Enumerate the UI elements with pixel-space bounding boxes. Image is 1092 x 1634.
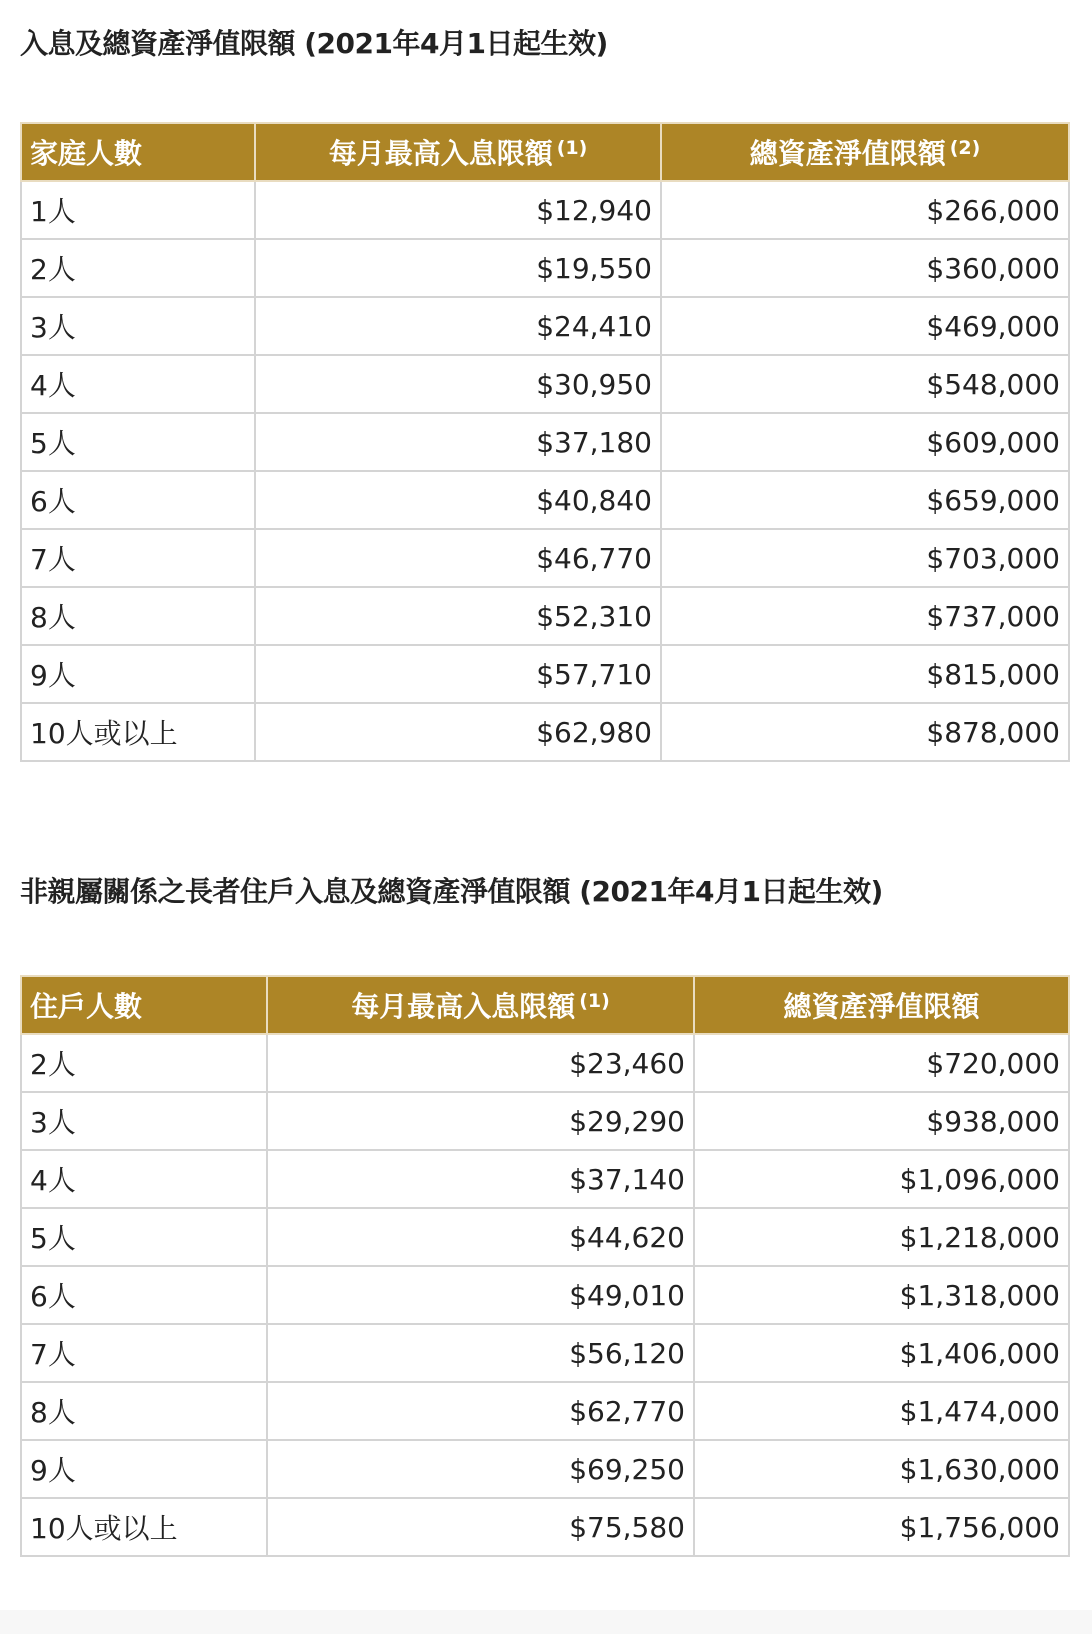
cell-net-asset-limit: $737,000	[661, 587, 1069, 645]
cell-household-size: 3人	[21, 297, 255, 355]
table-row	[21, 1034, 1069, 1092]
table-header-row	[21, 123, 1069, 181]
cell-household-size: 9人	[21, 1440, 267, 1498]
column-header-monthly-income-limit: 每月最高入息限額 $^{(1)}$	[255, 123, 661, 181]
table-row	[21, 645, 1069, 703]
page-bottom-edge	[0, 1610, 1092, 1634]
cell-household-size: 7人	[21, 1324, 267, 1382]
footnote-marker: (1)	[579, 990, 610, 1012]
table-row	[21, 703, 1069, 761]
cell-net-asset-limit: $1,756,000	[694, 1498, 1069, 1556]
table-row	[21, 355, 1069, 413]
cell-monthly-income-limit: $52,310	[255, 587, 661, 645]
cell-household-size: 8人	[21, 587, 255, 645]
cell-net-asset-limit: $938,000	[694, 1092, 1069, 1150]
cell-monthly-income-limit: $37,180	[255, 413, 661, 471]
column-header-net-asset-limit: 總資產淨值限額	[694, 976, 1069, 1034]
cell-household-size: 8人	[21, 1382, 267, 1440]
cell-household-size: 2人	[21, 239, 255, 297]
cell-net-asset-limit: $1,096,000	[694, 1150, 1069, 1208]
cell-monthly-income-limit: $40,840	[255, 471, 661, 529]
cell-household-size: 6人	[21, 1266, 267, 1324]
cell-household-size: 5人	[21, 413, 255, 471]
household-limits-table	[20, 122, 1070, 762]
cell-household-size: 9人	[21, 645, 255, 703]
cell-monthly-income-limit: $57,710	[255, 645, 661, 703]
cell-net-asset-limit: $1,474,000	[694, 1382, 1069, 1440]
table-row	[21, 1092, 1069, 1150]
table-row	[21, 1150, 1069, 1208]
cell-household-size: 4人	[21, 1150, 267, 1208]
column-header-net-asset-limit: 總資產淨值限額 $^{(2)}$	[661, 123, 1069, 181]
cell-monthly-income-limit: $62,770	[267, 1382, 694, 1440]
table-row	[21, 587, 1069, 645]
cell-household-size: 1人	[21, 181, 255, 239]
cell-household-size: 4人	[21, 355, 255, 413]
cell-monthly-income-limit: $75,580	[267, 1498, 694, 1556]
cell-household-size: 2人	[21, 1034, 267, 1092]
cell-household-size: 3人	[21, 1092, 267, 1150]
footnote-marker: (1)	[556, 137, 588, 159]
cell-monthly-income-limit: $44,620	[267, 1208, 694, 1266]
cell-monthly-income-limit: $24,410	[255, 297, 661, 355]
cell-monthly-income-limit: $62,980	[255, 703, 661, 761]
table-row	[21, 297, 1069, 355]
column-header-monthly-income-limit: 每月最高入息限額 $^{(1)}$	[267, 976, 694, 1034]
cell-net-asset-limit: $720,000	[694, 1034, 1069, 1092]
section-title-elderly-household-limits: 非親屬關係之長者住戶入息及總資產淨值限額 (2021年4月1日起生效)	[20, 875, 883, 908]
cell-monthly-income-limit: $12,940	[255, 181, 661, 239]
cell-net-asset-limit: $609,000	[661, 413, 1069, 471]
cell-net-asset-limit: $659,000	[661, 471, 1069, 529]
table-row	[21, 529, 1069, 587]
table-row	[21, 1324, 1069, 1382]
table-header-row	[21, 976, 1069, 1034]
column-header-household-size: 家庭人數	[21, 123, 255, 181]
cell-net-asset-limit: $878,000	[661, 703, 1069, 761]
cell-net-asset-limit: $1,318,000	[694, 1266, 1069, 1324]
cell-net-asset-limit: $1,218,000	[694, 1208, 1069, 1266]
cell-household-size: 7人	[21, 529, 255, 587]
cell-monthly-income-limit: $69,250	[267, 1440, 694, 1498]
cell-net-asset-limit: $1,406,000	[694, 1324, 1069, 1382]
cell-net-asset-limit: $548,000	[661, 355, 1069, 413]
footnote-marker: (2)	[949, 137, 981, 159]
table-row	[21, 239, 1069, 297]
cell-monthly-income-limit: $29,290	[267, 1092, 694, 1150]
table-row	[21, 1266, 1069, 1324]
section-title-household-limits: 入息及總資產淨值限額 (2021年4月1日起生效)	[20, 27, 608, 60]
cell-monthly-income-limit: $37,140	[267, 1150, 694, 1208]
table-row	[21, 471, 1069, 529]
cell-monthly-income-limit: $19,550	[255, 239, 661, 297]
cell-net-asset-limit: $1,630,000	[694, 1440, 1069, 1498]
table-row	[21, 1498, 1069, 1556]
table-row	[21, 1440, 1069, 1498]
cell-net-asset-limit: $360,000	[661, 239, 1069, 297]
column-header-household-size: 住戶人數	[21, 976, 267, 1034]
elderly-household-limits-table	[20, 975, 1070, 1557]
cell-net-asset-limit: $703,000	[661, 529, 1069, 587]
table-row	[21, 181, 1069, 239]
table-row	[21, 413, 1069, 471]
table-row	[21, 1382, 1069, 1440]
table-row	[21, 1208, 1069, 1266]
cell-monthly-income-limit: $23,460	[267, 1034, 694, 1092]
cell-net-asset-limit: $469,000	[661, 297, 1069, 355]
cell-monthly-income-limit: $46,770	[255, 529, 661, 587]
cell-monthly-income-limit: $49,010	[267, 1266, 694, 1324]
cell-household-size: 5人	[21, 1208, 267, 1266]
cell-monthly-income-limit: $30,950	[255, 355, 661, 413]
cell-household-size: 10人或以上	[21, 1498, 267, 1556]
cell-household-size: 10人或以上	[21, 703, 255, 761]
cell-net-asset-limit: $266,000	[661, 181, 1069, 239]
cell-monthly-income-limit: $56,120	[267, 1324, 694, 1382]
cell-household-size: 6人	[21, 471, 255, 529]
cell-net-asset-limit: $815,000	[661, 645, 1069, 703]
